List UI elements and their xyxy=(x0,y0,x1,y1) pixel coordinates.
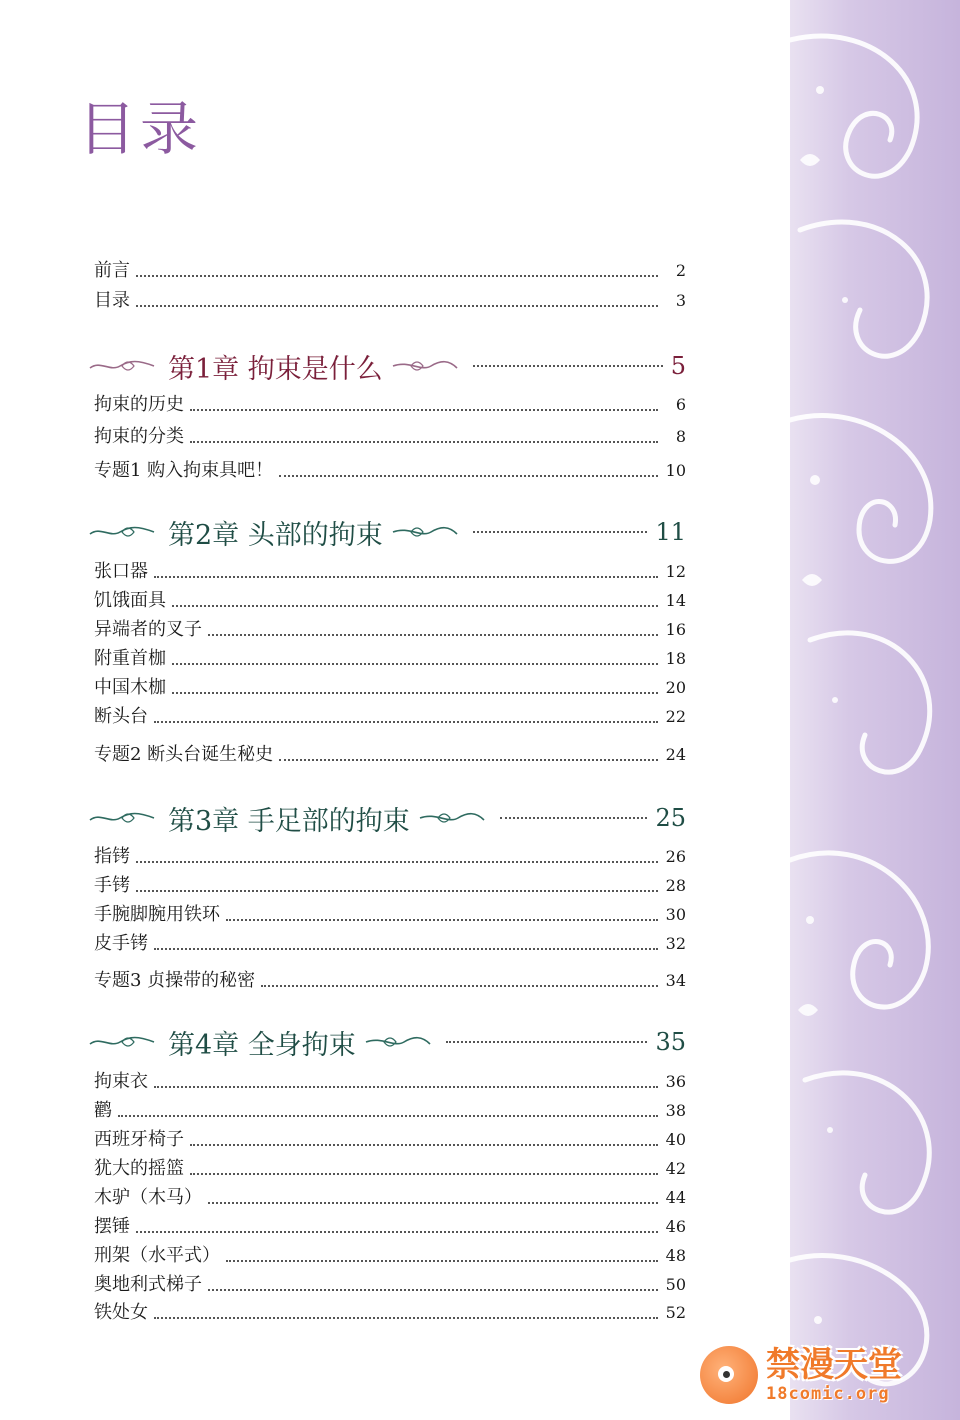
toc-entry-page: 10 xyxy=(665,461,686,480)
dot-leader xyxy=(261,985,658,987)
toc-entry[interactable] xyxy=(94,1183,686,1209)
toc-entry-page: 12 xyxy=(665,562,686,581)
mascot-icon xyxy=(700,1346,758,1404)
toc-entry-page: 38 xyxy=(665,1101,686,1120)
watermark-logo xyxy=(700,1338,940,1412)
dot-leader xyxy=(172,605,658,607)
toc-entry-label: 奥地利式梯子 xyxy=(94,1274,202,1295)
chapter-title: 第1章 拘束是什么 xyxy=(168,353,383,385)
toc-entry-label: 目录 xyxy=(94,290,130,311)
toc-entry-page: 50 xyxy=(665,1275,686,1294)
dot-leader xyxy=(136,861,658,863)
dot-leader xyxy=(190,409,658,411)
toc-entry-page: 6 xyxy=(675,395,686,414)
swirl-ornament-icon xyxy=(790,0,960,1420)
toc-entry[interactable] xyxy=(94,702,686,728)
toc-entry-label: 摆锤 xyxy=(94,1216,130,1237)
chapter-heading-3[interactable] xyxy=(88,798,686,838)
toc-entry[interactable] xyxy=(94,1298,686,1324)
toc-entry-page: 26 xyxy=(665,847,686,866)
dot-leader xyxy=(190,1144,658,1146)
toc-entry-special[interactable] xyxy=(94,966,686,992)
dot-leader xyxy=(136,275,658,277)
toc-entry-label: 前言 xyxy=(94,260,130,281)
toc-entry-label: 异端者的叉子 xyxy=(94,619,202,640)
toc-entry-label: 指铐 xyxy=(94,846,130,867)
flourish-left-icon xyxy=(88,808,156,828)
toc-entry-label: 拘束衣 xyxy=(94,1071,148,1092)
toc-entry-label: 张口器 xyxy=(94,561,148,582)
dot-leader xyxy=(279,759,658,761)
dot-leader xyxy=(154,1086,658,1088)
page-title: 目录 xyxy=(78,95,203,163)
dot-leader xyxy=(154,576,658,578)
chapter-page: 35 xyxy=(655,1028,686,1056)
toc-entry-page: 8 xyxy=(675,427,686,446)
toc-entry[interactable] xyxy=(94,422,686,448)
toc-entry[interactable] xyxy=(94,615,686,641)
toc-entry-special[interactable] xyxy=(94,740,686,766)
toc-entry-special[interactable] xyxy=(94,456,686,482)
flourish-right-icon xyxy=(364,1032,432,1052)
chapter-heading-4[interactable] xyxy=(88,1022,686,1062)
toc-entry-page: 36 xyxy=(665,1072,686,1091)
toc-entry-label: 拘束的历史 xyxy=(94,394,184,415)
toc-entry[interactable] xyxy=(94,1067,686,1093)
dot-leader xyxy=(500,817,648,819)
toc-entry-label: 附重首枷 xyxy=(94,648,166,669)
toc-entry[interactable] xyxy=(94,673,686,699)
toc-entry-label: 木驴（木马） xyxy=(94,1187,202,1208)
dot-leader xyxy=(473,365,663,367)
flourish-right-icon xyxy=(391,356,459,376)
toc-entry-page: 24 xyxy=(665,745,686,764)
toc-entry[interactable] xyxy=(94,557,686,583)
dot-leader xyxy=(136,1231,658,1233)
toc-entry-label: 专题3 贞操带的秘密 xyxy=(94,970,256,991)
toc-entry-label: 西班牙椅子 xyxy=(94,1129,184,1150)
toc-entry[interactable] xyxy=(94,390,686,416)
toc-entry-label: 中国木枷 xyxy=(94,677,166,698)
chapter-page: 25 xyxy=(655,804,686,832)
flourish-left-icon xyxy=(88,356,156,376)
dot-leader xyxy=(279,475,658,477)
toc-entry[interactable] xyxy=(94,871,686,897)
dot-leader xyxy=(226,919,658,921)
toc-entry-page: 3 xyxy=(675,291,686,310)
chapter-page: 11 xyxy=(655,518,686,546)
dot-leader xyxy=(446,1041,648,1043)
dot-leader xyxy=(208,1289,658,1291)
toc-entry-page: 44 xyxy=(665,1188,686,1207)
dot-leader xyxy=(154,1317,658,1319)
dot-leader xyxy=(208,1202,658,1204)
toc-entry-label: 鹳 xyxy=(94,1100,112,1121)
toc-entry-page: 42 xyxy=(665,1159,686,1178)
chapter-heading-1[interactable] xyxy=(88,346,686,386)
toc-entry-page: 28 xyxy=(665,876,686,895)
decorative-side-band xyxy=(790,0,960,1420)
dot-leader xyxy=(172,663,658,665)
chapter-heading-2[interactable] xyxy=(88,512,686,552)
toc-entry[interactable] xyxy=(94,644,686,670)
toc-entry-page: 30 xyxy=(665,905,686,924)
toc-entry[interactable] xyxy=(94,1096,686,1122)
dot-leader xyxy=(190,441,658,443)
toc-entry[interactable] xyxy=(94,256,686,282)
toc-entry-page: 14 xyxy=(665,591,686,610)
toc-entry-page: 46 xyxy=(665,1217,686,1236)
toc-entry-page: 40 xyxy=(665,1130,686,1149)
chapter-title: 第3章 手足部的拘束 xyxy=(168,805,410,837)
flourish-right-icon xyxy=(418,808,486,828)
flourish-left-icon xyxy=(88,522,156,542)
toc-entry-page: 48 xyxy=(665,1246,686,1265)
toc-entry-page: 18 xyxy=(665,649,686,668)
toc-entry-label: 专题1 购入拘束具吧！ xyxy=(94,460,274,481)
toc-entry-label: 拘束的分类 xyxy=(94,426,184,447)
flourish-left-icon xyxy=(88,1032,156,1052)
toc-entry-label: 皮手铐 xyxy=(94,933,148,954)
toc-entry-label: 刑架（水平式） xyxy=(94,1245,220,1266)
toc-entry[interactable] xyxy=(94,900,686,926)
toc-entry-label: 饥饿面具 xyxy=(94,590,166,611)
toc-entry-page: 16 xyxy=(665,620,686,639)
toc-entry[interactable] xyxy=(94,1270,686,1296)
toc-entry-label: 犹大的摇篮 xyxy=(94,1158,184,1179)
mascot-eye-icon xyxy=(718,1366,734,1382)
toc-entry[interactable] xyxy=(94,1125,686,1151)
chapter-page: 5 xyxy=(670,352,686,380)
toc-entry-page: 32 xyxy=(665,934,686,953)
toc-entry-label: 专题2 断头台诞生秘史 xyxy=(94,744,274,765)
dot-leader xyxy=(136,305,658,307)
chapter-title: 第4章 全身拘束 xyxy=(168,1029,356,1061)
dot-leader xyxy=(136,890,658,892)
dot-leader xyxy=(118,1115,658,1117)
dot-leader xyxy=(473,531,648,533)
toc-entry[interactable] xyxy=(94,1212,686,1238)
dot-leader xyxy=(154,721,658,723)
toc-entry[interactable] xyxy=(94,286,686,312)
toc-entry-label: 手铐 xyxy=(94,875,130,896)
toc-entry-label: 铁处女 xyxy=(94,1302,148,1323)
dot-leader xyxy=(190,1173,658,1175)
dot-leader xyxy=(226,1260,658,1262)
chapter-title: 第2章 头部的拘束 xyxy=(168,519,383,551)
dot-leader xyxy=(154,948,658,950)
toc-entry-page: 34 xyxy=(665,971,686,990)
toc-entry[interactable] xyxy=(94,929,686,955)
watermark-text: 禁漫天堂 xyxy=(766,1345,902,1385)
toc-entry[interactable] xyxy=(94,1241,686,1267)
dot-leader xyxy=(208,634,658,636)
toc-entry-label: 断头台 xyxy=(94,706,148,727)
dot-leader xyxy=(172,692,658,694)
toc-entry-page: 20 xyxy=(665,678,686,697)
toc-entry-page: 22 xyxy=(665,707,686,726)
toc-entry[interactable] xyxy=(94,586,686,612)
toc-entry-label: 手腕脚腕用铁环 xyxy=(94,904,220,925)
toc-entry-page: 52 xyxy=(665,1303,686,1322)
toc-entry-page: 2 xyxy=(675,261,686,280)
toc-entry[interactable] xyxy=(94,842,686,868)
watermark-url: 18comic.org xyxy=(766,1384,890,1404)
toc-entry[interactable] xyxy=(94,1154,686,1180)
flourish-right-icon xyxy=(391,522,459,542)
